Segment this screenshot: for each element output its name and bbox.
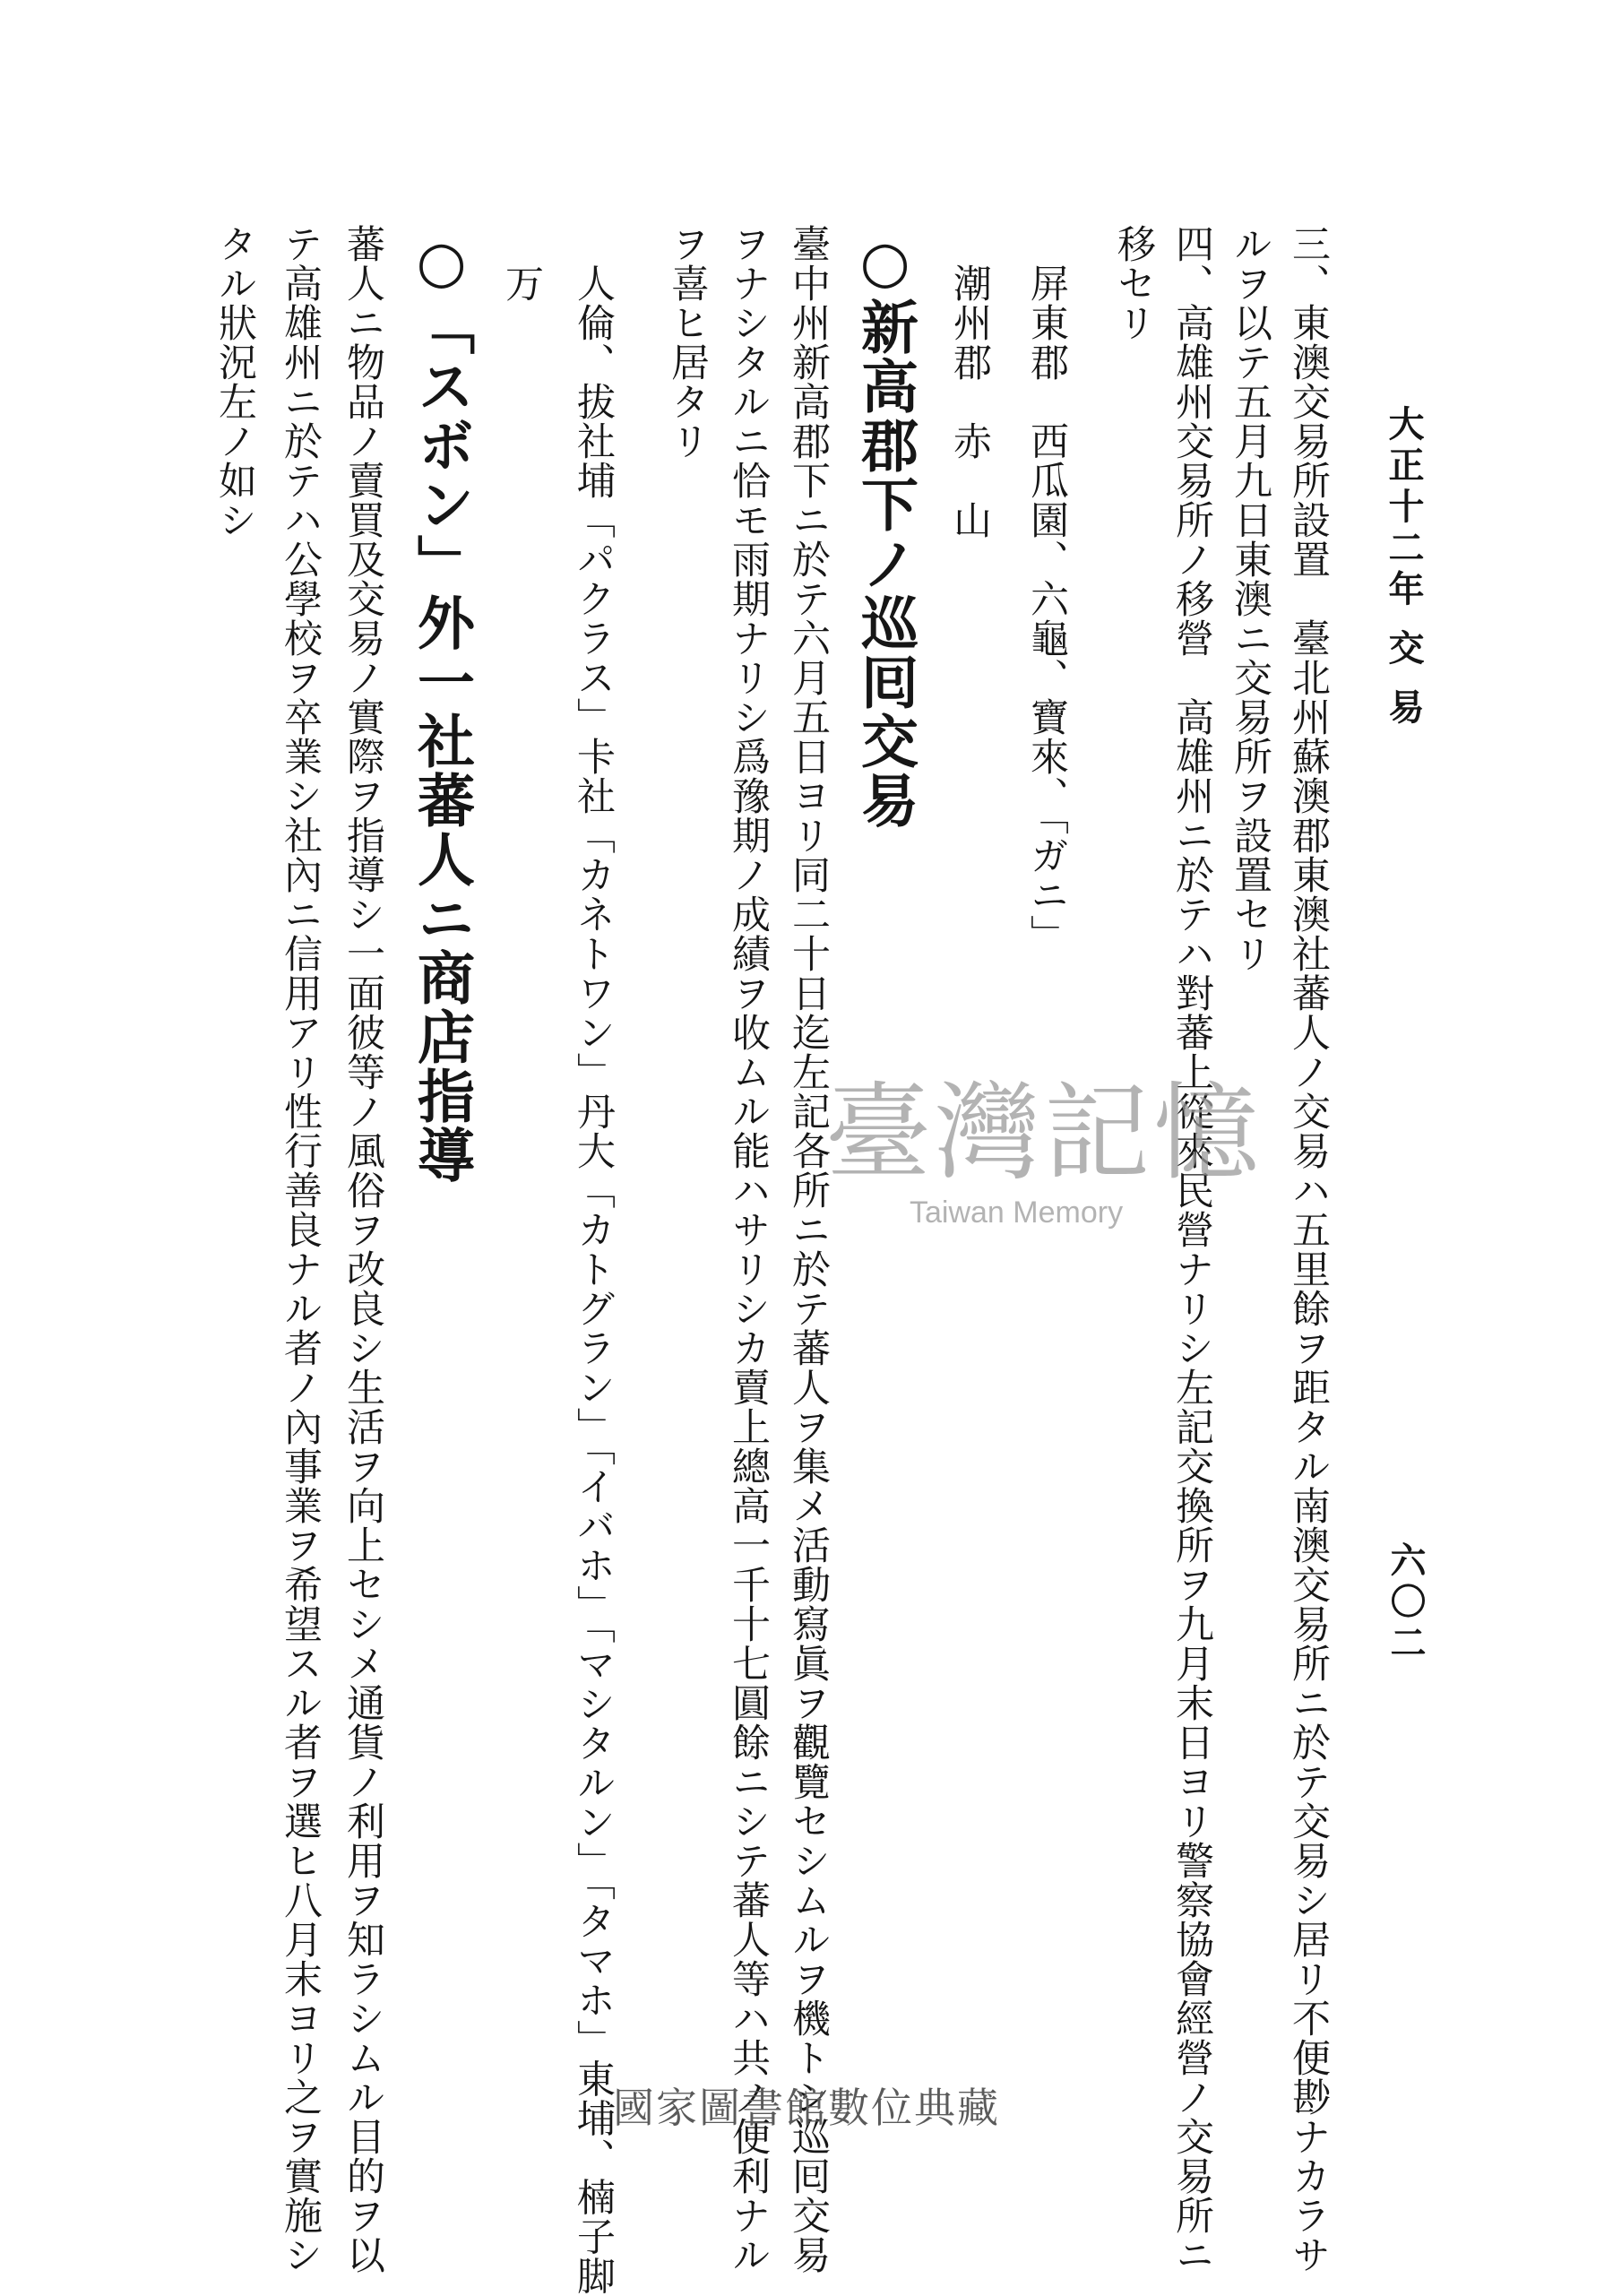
library-footer: 國家圖書館數位典藏 bbox=[613, 2084, 1000, 2132]
watermark-subtitle: Taiwan Memory bbox=[910, 1195, 1124, 1230]
text-column-2: ルヲ以テ五月九日東澳ニ交易所ヲ設置セリ bbox=[1228, 224, 1272, 973]
text-column-10: ヲ喜ヒ居タリ bbox=[665, 224, 710, 461]
taiwan-memory-watermark bbox=[811, 1071, 1277, 1230]
running-header: 大正十二年 交 易 bbox=[1383, 405, 1425, 729]
section-heading-shoten-shido: ○「スボン」外一社蕃人ニ商店指導 bbox=[408, 229, 475, 1185]
text-column-6: 潮州郡 赤 山 bbox=[947, 224, 992, 539]
text-column-8: 臺中州新高郡下ニ於テ六月五日ヨリ同二十日迄左記各所ニ於テ蕃人ヲ集メ活動寫眞ヲ觀覽セシムルヲ機トシ巡囘交易 bbox=[786, 224, 831, 2274]
text-column-16: タル狀況左ノ如シ bbox=[212, 224, 257, 539]
page-number: 六〇二 bbox=[1384, 1541, 1427, 1665]
text-column-12: 万 bbox=[499, 224, 544, 303]
text-column-5: 屏東郡 西瓜園、六龜、寶來、「ガニ」 bbox=[1024, 224, 1069, 954]
text-column-3: 四、高雄州交易所ノ移營 高雄州ニ於テハ對蕃上從來民營ナリシ左記交換所ヲ九月末日ヨリ警察協會經營ノ交易所ニ bbox=[1169, 224, 1214, 2274]
text-column-1: 三、東澳交易所設置 臺北州蘇澳郡東澳社蕃人ノ交易ハ五里餘ヲ距タル南澳交易所ニ於テ交易シ居リ不便尠ナカラサ bbox=[1286, 224, 1331, 2274]
section-heading-junkai-koeki: ○新高郡下ノ巡囘交易 bbox=[851, 229, 919, 830]
text-column-4: 移セリ bbox=[1111, 224, 1156, 342]
text-column-11: 人倫、拔社埔「パクラス」卡社「カネトワン」丹大「カトグラン」「イバホ」「マシタルン」「タマホ」東埔、楠子脚 bbox=[571, 224, 616, 2296]
text-column-15: テ高雄州ニ於テハ公學校ヲ卒業シ社內ニ信用アリ性行善良ナル者ノ內事業ヲ希望スル者ヲ選ヒ八月末ヨリ之ヲ實施シ bbox=[278, 224, 323, 2274]
watermark-title: 臺灣記憶 bbox=[824, 1071, 1263, 1195]
text-column-9: ヲナシタルニ恰モ雨期ナリシ爲豫期ノ成績ヲ收ムル能ハサリシカ賣上總高一千十七圓餘ニシテ蕃人等ハ共ノ便利ナル bbox=[726, 224, 771, 2274]
text-column-14: 蕃人ニ物品ノ賣買及交易ノ實際ヲ指導シ一面彼等ノ風俗ヲ改良シ生活ヲ向上セシメ通貨ノ利用ヲ知ラシムル目的ヲ以 bbox=[341, 224, 385, 2274]
